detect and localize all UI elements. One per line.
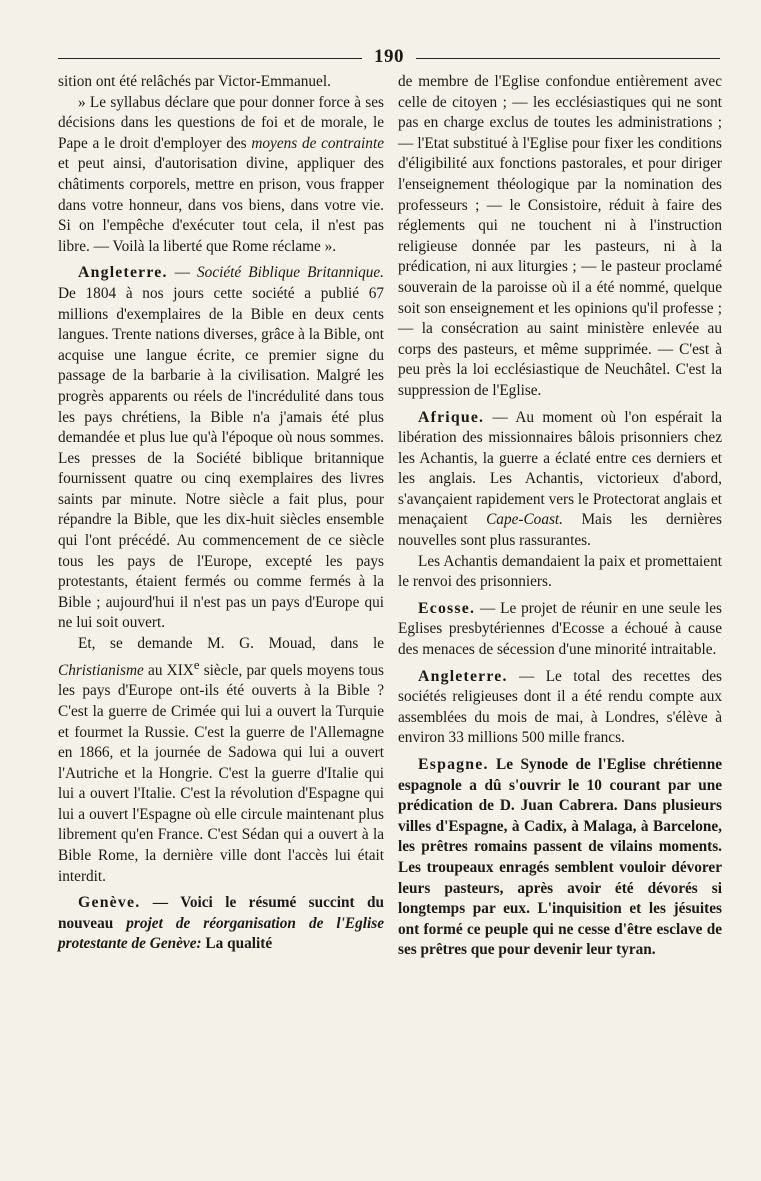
mouad-text-c: siècle, par quels moyens tous les pays d'Europe ont-ils été ouverts à la Bible ? C'est la guerre de Crimée qui lui a ouvert la Turquie et fourmet la Russie. C'est la guerre de l'Allemagne en 1866, et la journée de Sadowa qui lui a ouvert l'Autriche et la Hongrie. C'est la guerre d'Italie qui lui a ouvert l'Italie. C'est la révolution d'Espagne qui lui a ouvert l'Espagne où elle circule maintenant plus librement qu'en France. C'est Sédan qui a ouvert à la Bible Rome, la dernière ville dont l'accès lui était interdit. <box>58 661 384 885</box>
syllabus-text: » Le syllabus déclare que pour donner force à ses décisions dans les questions de foi et de morale, le Pape a le droit d'employer des <box>58 93 384 152</box>
section-title: Angleterre. <box>78 264 168 282</box>
section-subtitle: Société Biblique Britannique. <box>197 264 384 282</box>
century-superscript: e <box>193 657 200 672</box>
left-column <box>58 72 384 955</box>
section-body: De 1804 à nos jours cette société a publié 67 millions d'exemplaires de la Bible en deux cents langues. Trente nations diverses, grâce à la Bible, ont acquise une langue écrite, ce premier signe du passage de la barbarie à la civilisation. Malgré les progrès apparents ou réels de l'incrédulité dans tous les pays chrétiens, la Bible n'a j'amais été plus demandée et plus lue qu'à l'époque où nous sommes. Les presses de la Société biblique britannique fournissent quatre ou cinq exemplaires des livres saints par minute. Notre siècle a fait plus, pour répandre la Bible, que les dix-huit siècles ensemble qui l'ont précédé. Au commencement de ce siècle tous les pays de l'Europe, excepté les pays protestants, étaient fermés ou comme fermés à la Bible ; aujourd'hui il n'est pas un pays d'Europe qui ne lui soit ouvert. <box>58 284 384 632</box>
header-rule-right <box>416 58 720 59</box>
paragraph-mouad <box>58 634 384 887</box>
syllabus-emphasis: moyens de contrainte <box>251 134 384 152</box>
angleterre-recettes-text: — Le total des recettes des sociétés religieuses dont il a été rendu compte aux assemblées du mois de mai, à Londres, s'élève à environ 33 millions 500 mille francs. <box>398 667 722 747</box>
section-title: Espagne. <box>418 756 489 773</box>
section-espagne <box>398 755 722 961</box>
page-header <box>58 46 720 70</box>
christianisme-title: Christianisme <box>58 661 144 679</box>
section-title: Angleterre. <box>418 667 508 685</box>
mouad-text-b: au XIX <box>143 661 194 679</box>
geneve-text-end: La qualité <box>201 935 273 953</box>
afrique-text-a: — Au moment où l'on espérait la libération des missionnaires bâlois prisonniers chez les Achantis, la guerre a éclaté entre ces derniers et les anglais. Les Achantis, victorieux d'abord, s'avançaient rapidement vers le Protectorat anglais et menaçaient <box>398 408 722 529</box>
section-title: Afrique. <box>418 408 485 426</box>
section-geneve <box>58 893 384 955</box>
section-angleterre-bible <box>58 263 384 634</box>
section-ecosse <box>398 599 722 661</box>
right-column <box>398 72 722 961</box>
syllabus-text-rest: et peut ainsi, d'autorisation divine, appliquer des châtiments corporels, mettre en prison, vous frapper dans votre honneur, dans vos biens, dans votre vie. Si on l'empêche d'exécuter tout cela, il n'est pas libre. — Voilà la liberté que Rome réclame ». <box>58 155 384 255</box>
afrique-text-b: Mais les dernières nouvelles sont plus rassurantes. <box>398 511 722 550</box>
section-title: Genève. <box>78 894 141 912</box>
cape-coast: Cape-Coast. <box>486 511 564 529</box>
paragraph-achantis: Les Achantis demandaient la paix et promettaient le renvoi des prisonniers. <box>398 552 722 591</box>
paragraph-syllabus <box>58 93 384 258</box>
section-afrique <box>398 408 722 552</box>
section-title: Ecosse. <box>418 599 476 617</box>
geneve-text: — Voici le résumé succint du nouveau <box>58 894 384 932</box>
paragraph-continuation: sition ont été relâchés par Victor-Emmanuel. <box>58 73 331 90</box>
section-angleterre-recettes <box>398 667 722 749</box>
ecosse-text: — Le projet de réunir en une seule les Eglises presbytériennes d'Ecosse a échoué à cause des menaces de sécession d'une minorité intraitable. <box>398 599 722 659</box>
geneve-project-title: projet de réorganisation de l'Eglise protestante de Genève: <box>58 914 384 953</box>
page-number: 190 <box>374 46 404 67</box>
espagne-text: Le Synode de l'Eglise chrétienne espagnole a dû s'ouvrir le 10 courant par une prédication de D. Juan Cabrera. Dans plusieurs villes d'Espagne, à Cadix, à Malaga, à Barcelone, les prêtres romains passent de vilains moments. Les troupeaux enragés semblent vouloir dévorer leurs pasteurs, après avoir été dévorés si longtemps par eux. L'inquisition et les jésuites ont formé ce peuple qui ne cesse d'être esclave de ses prêtres que pour devenir leur tyran. <box>398 756 722 959</box>
title-dash: — <box>167 264 198 282</box>
paragraph-geneve-continuation: de membre de l'Eglise confondue entièrement avec celle de citoyen ; — les ecclésiastiques qui ne sont pas en charge exclus de toutes les administrations ; — l'Etat substitué à l'Eglise pour fixer les conditions d'éligibilité aux fonctions pastorales, et pour diriger l'enseignement théologique par la nomination des professeurs ; — le Consistoire, réduit à faire des réglements qui ne touchent ni à l'instruction religieuse donnée par les pasteurs, ni à la prédication, ni aux liturgies ; — le pasteur proclamé souverain de la paroisse où il a été nommé, quelque soit son enseignement et les opinions qu'il professe ; — la consécration au saint ministère enlevée au corps des pasteurs, et même supprimée. — C'est à peu près la loi ecclésiastique de Neuchâtel. C'est la suppression de l'Eglise. <box>398 73 722 399</box>
mouad-text-a: Et, se demande M. G. Mouad, dans le <box>78 635 384 653</box>
